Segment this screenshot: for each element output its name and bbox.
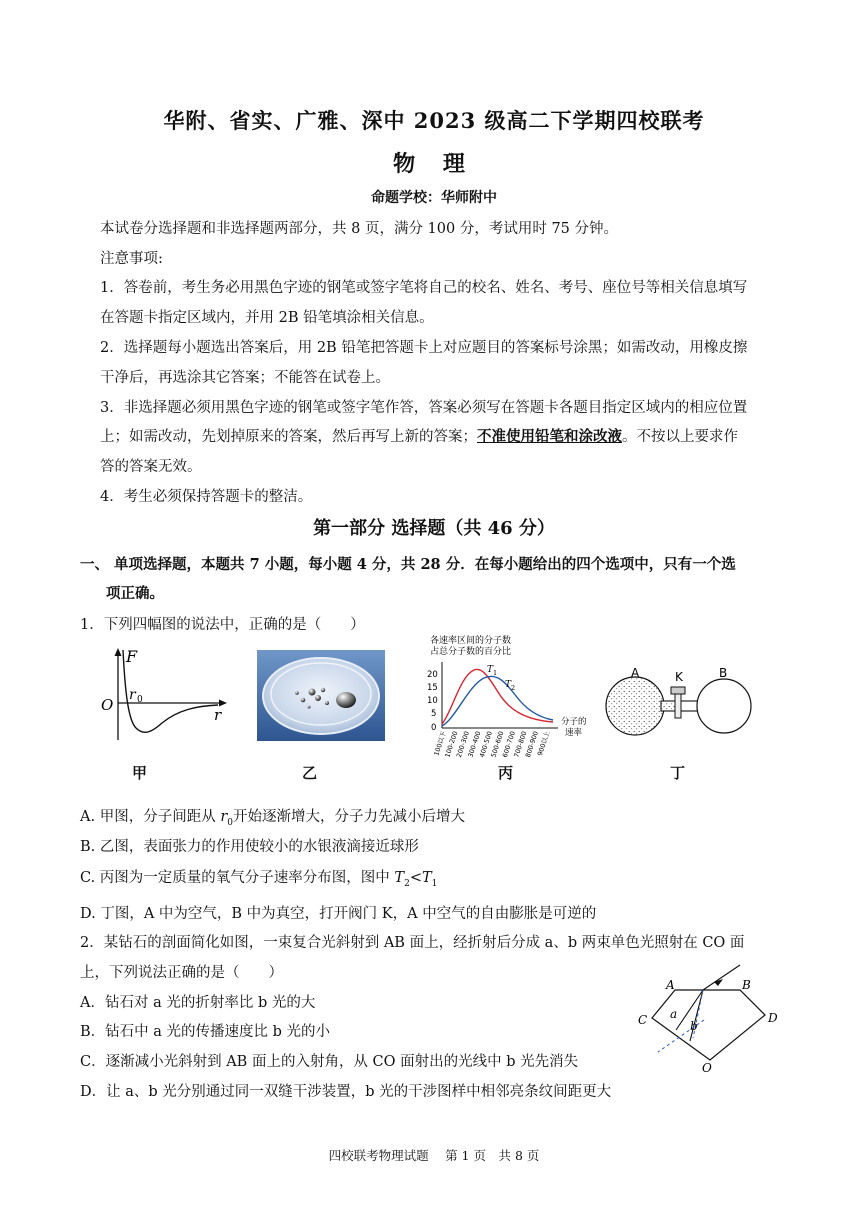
q1-option-A-var: r (220, 809, 228, 825)
fig3-ytick: 15 (427, 683, 438, 693)
q1-option-C-T2: T (394, 870, 405, 886)
q1-option-B: B. 乙图，表面张力的作用使较小的水银液滴接近球形 (80, 839, 419, 855)
fig3-y-ticks (427, 670, 438, 733)
fig1-label-r0-sub: 0 (137, 695, 143, 705)
q2-option-A: A．钻石对 a 光的折射率比 b 光的大 (80, 995, 316, 1011)
fig3-x-ticks (431, 729, 551, 758)
page-footer: 四校联考物理试题 第 1 页 共 8 页 (328, 1148, 540, 1163)
droplet (309, 689, 316, 696)
note-3-line2 (100, 425, 738, 446)
fig3-ytick: 5 (431, 709, 437, 719)
part-1-heading: 第一部分 选择题（共 46 分） (313, 518, 555, 539)
q1-fig3-speed-distribution (418, 632, 588, 762)
section-1-line1: 一、 单项选择题，本题共 7 小题，每小题 4 分，共 28 分．在每小题给出的四个选项中，只有一个选 (80, 556, 736, 573)
note-1-line2: 在答题卡指定区域内，并用 2B 铅笔填涂相关信息。 (100, 310, 434, 326)
fig1-y-arrow (115, 648, 122, 656)
q1-option-C-T2-sub: 2 (404, 878, 410, 889)
note-3-line1: 3．非选择题必须用黑色字迹的钢笔或签字笔作答，答案必须写在答题卡各题目指定区域内的相应位置 (100, 400, 748, 416)
fig3-title-line1: 各速率区间的分子数 (430, 636, 512, 646)
fig1-label-O: O (101, 696, 114, 714)
fig3-curve-T2 (442, 676, 553, 726)
droplet (315, 695, 321, 701)
fig3-xtick: 600-700 (500, 730, 517, 759)
fig3-label-T2-sub: 2 (511, 684, 516, 692)
fig-label-ding: 丁 (670, 764, 686, 782)
q1-fig4-two-flasks (603, 665, 753, 740)
fig3-label-T1-sub: 1 (493, 669, 498, 677)
fig1-label-F: F (126, 647, 138, 666)
section-1-line2: 项正确。 (106, 585, 164, 602)
fig1-force-curve (123, 650, 218, 732)
fig-label-jia: 甲 (132, 764, 148, 782)
notes-heading: 注意事项: (100, 251, 163, 267)
fig3-label-T2: T (505, 680, 512, 690)
fig-label-yi: 乙 (302, 764, 318, 782)
fig3-xtick: 100-200 (443, 730, 460, 759)
diamond-label-B: B (742, 978, 751, 992)
diamond-label-b: b (690, 1019, 698, 1033)
diamond-label-C: C (638, 1013, 648, 1027)
fig3-ytick: 20 (427, 670, 438, 680)
fig3-xlabel-line2: 速率 (565, 728, 583, 738)
petri-dish (263, 658, 379, 734)
fig1-label-r0: r (129, 687, 136, 703)
fig4-label-B: B (719, 666, 728, 680)
q2-stem-line2: 上，下列说法正确的是（ ） (80, 965, 283, 981)
setter-school: 命题学校：华师附中 (371, 190, 497, 206)
q1-option-D: D. 丁图，A 中为空气，B 中为真空，打开阀门 K，A 中空气的自由膨胀是可逆的 (80, 906, 597, 922)
note-2-line2: 干净后，再选涂其它答案；不能答在试卷上。 (100, 370, 390, 386)
q1-option-C-T1-sub: 1 (431, 878, 438, 889)
diamond-label-O: O (702, 1061, 712, 1075)
fig4-label-A: A (631, 666, 640, 680)
diamond-label-D: D (768, 1011, 778, 1025)
q1-option-C-lt: < (409, 870, 422, 886)
q1-option-A (80, 805, 465, 828)
intro-text: 本试卷分选择题和非选择题两部分，共 8 页，满分 100 分，考试用时 75 分钟。 (100, 221, 619, 237)
note-3-line3: 答的答案无效。 (100, 459, 202, 475)
droplet (308, 706, 311, 709)
q1-fig1-force-curve (96, 640, 231, 745)
valve-K (675, 694, 681, 718)
flask-A-air (606, 677, 664, 735)
fig3-title-line2: 占总分子数的百分比 (430, 647, 512, 657)
exam-title: 华附、省实、广雅、深中 2023 级高二下学期四校联考 (163, 108, 705, 133)
fig-label-bing: 丙 (498, 764, 514, 782)
q2-option-B: B．钻石中 a 光的传播速度比 b 光的小 (80, 1024, 331, 1040)
fig3-xtick: 400-500 (477, 730, 494, 759)
droplet (321, 688, 325, 692)
q1-option-C-T1: T (421, 870, 432, 886)
q1-option-A-text: A. 甲图，分子间距从 (80, 809, 221, 825)
q2-option-D: D．让 a、b 光分别通过同一双缝干涉装置，b 光的干涉图样中相邻亮条纹间距更大 (80, 1084, 612, 1100)
droplet (295, 691, 299, 695)
fig3-label-T1: T (487, 665, 494, 675)
diamond-outline (652, 990, 765, 1060)
droplet (301, 698, 306, 703)
fig3-xlabel-line1: 分子的 (561, 717, 587, 727)
valve-K-handle (671, 687, 685, 694)
fig3-ytick: 10 (427, 696, 438, 706)
large-droplet (336, 692, 356, 708)
fig4-label-K: K (675, 670, 683, 684)
q2-fig-diamond (630, 960, 790, 1075)
q1-stem: 1．下列四幅图的说法中，正确的是（ ） (80, 617, 365, 633)
fig3-xtick: 200-300 (454, 730, 471, 759)
flask-B-vacuum (697, 679, 751, 733)
q1-option-A-tail: 开始逐渐增大，分子力先减小后增大 (232, 809, 465, 825)
fig3-xtick: 800-900 (523, 730, 540, 759)
incident-ray (703, 965, 740, 990)
q2-option-C: C．逐渐减小光斜射到 AB 面上的入射角，从 CO 面射出的光线中 b 光先消失 (80, 1054, 579, 1070)
fig3-xtick: 700-800 (512, 730, 529, 759)
note-4: 4．考生必须保持答题卡的整洁。 (100, 489, 313, 505)
fig3-xtick: 900以上 (535, 730, 552, 757)
q1-option-C-text: C. 丙图为一定质量的氧气分子速率分布图，图中 (80, 870, 395, 886)
note-2-line1: 2．选择题每小题选出答案后，用 2B 铅笔把答题卡上对应题目的答案标号涂黑；如需改动，用橡皮擦 (100, 340, 748, 356)
note-3-text: 上；如需改动，先划掉原来的答案，然后再写上新的答案； (100, 429, 477, 445)
q1-fig2-mercury-photo (257, 650, 385, 741)
note-3-tail: 。不按以上要求作 (622, 429, 738, 445)
q1-option-A-sub: 0 (227, 817, 233, 828)
fig1-label-r: r (214, 706, 222, 724)
diamond-label-a: a (670, 1007, 678, 1021)
subject-title: 物 理 (393, 151, 475, 177)
diamond-label-A: A (666, 978, 675, 992)
fig3-xtick: 100以下 (432, 730, 448, 757)
fig3-xtick: 300-400 (466, 730, 483, 759)
note-1-line1: 1．答卷前，考生务必用黑色字迹的钢笔或签字笔将自己的校名、姓名、考号、座位号等相关信息填写 (100, 280, 748, 296)
q2-stem-line1: 2．某钻石的剖面简化如图，一束复合光斜射到 AB 面上，经折射后分成 a、b 两束单色光照射在 CO 面 (80, 935, 745, 951)
q1-option-C (80, 866, 437, 889)
fig3-xtick: 500-600 (489, 730, 506, 759)
fig3-ytick: 0 (431, 723, 437, 733)
droplet (325, 701, 329, 705)
note-3-emphasis: 不准使用铅笔和涂改液 (477, 428, 622, 445)
